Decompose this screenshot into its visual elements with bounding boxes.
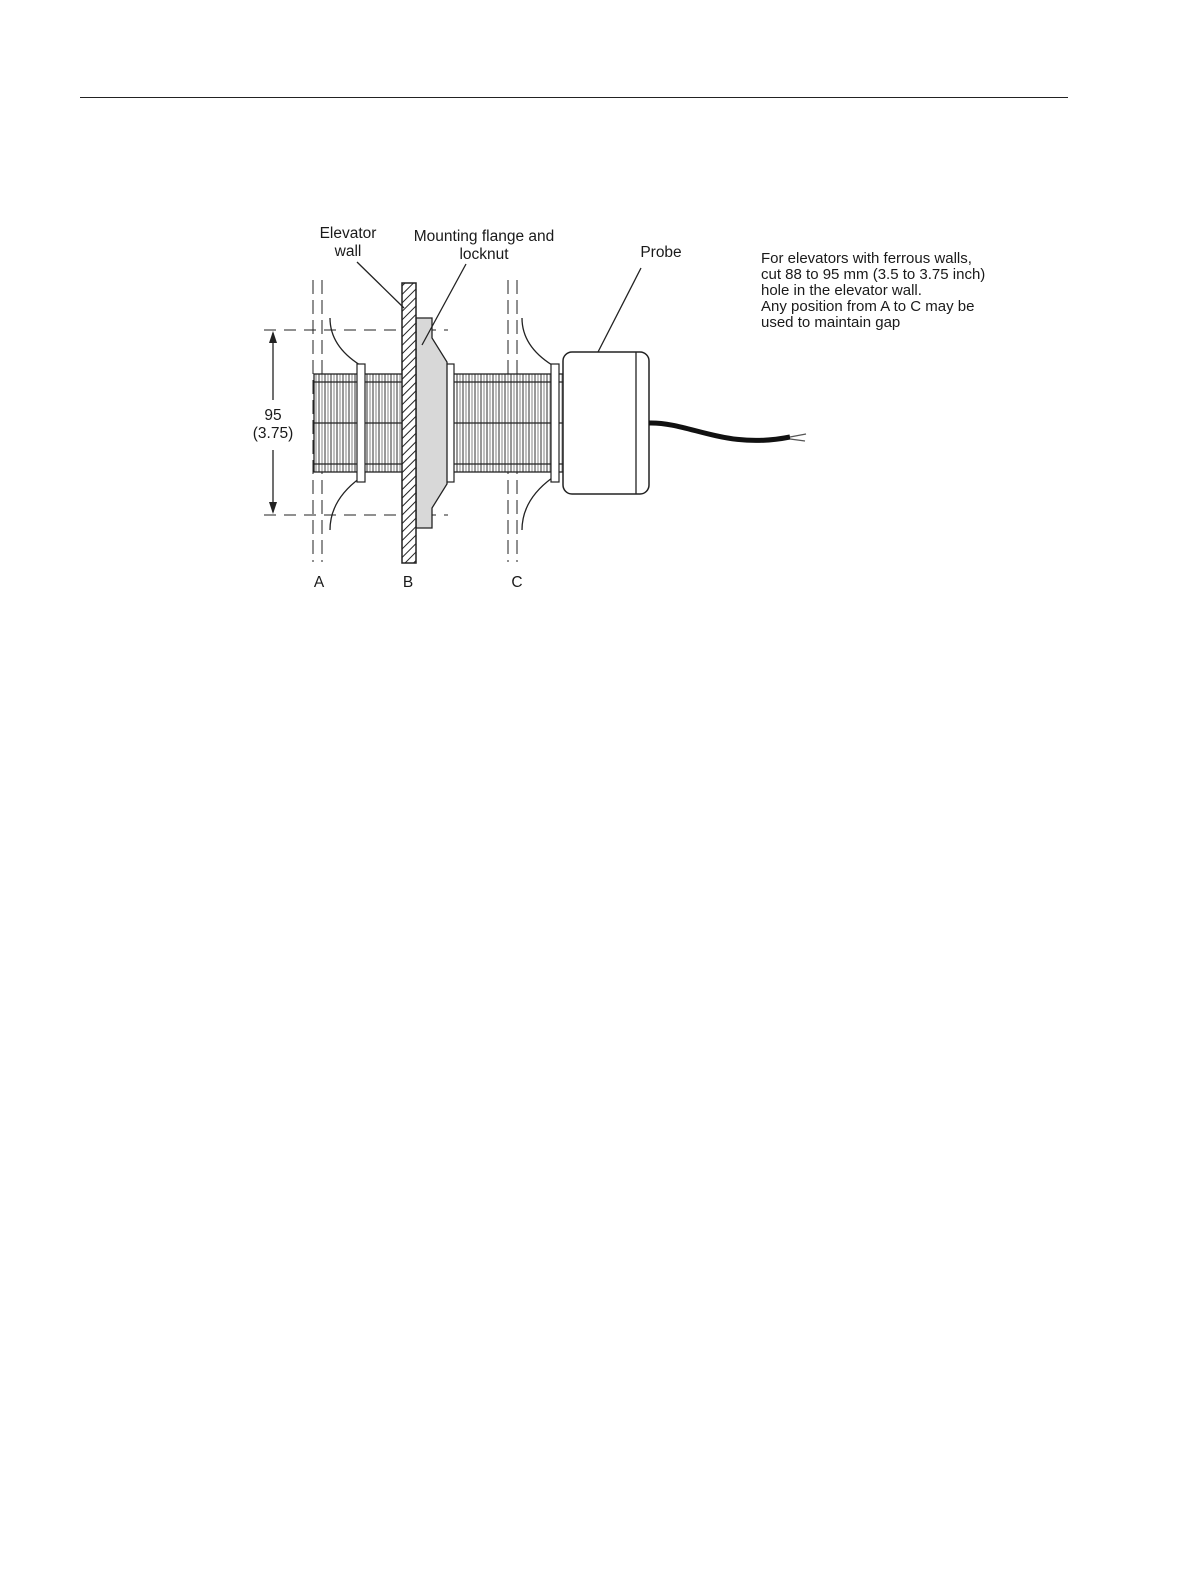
mounting-flange-label-line2: locknut [459, 246, 509, 263]
probe-body [563, 352, 649, 494]
position-b-label: B [402, 574, 414, 591]
position-c-label: C [511, 574, 523, 591]
probe-cable [649, 423, 806, 441]
note-line-2: cut 88 to 95 mm (3.5 to 3.75 inch) [761, 266, 986, 283]
mounting-flange-label-line1: Mounting flange and [413, 228, 555, 245]
note-line-3: hole in the elevator wall. [761, 282, 922, 299]
position-a-label: A [313, 574, 325, 591]
probe-label: Probe [640, 244, 682, 261]
note-line-4: Any position from A to C may be [761, 298, 975, 315]
dimension-mm-label: 95 [264, 407, 282, 424]
leader-lines [357, 262, 641, 352]
note-line-5: used to maintain gap [761, 314, 901, 331]
elevator-wall-label-line2: wall [334, 243, 362, 260]
installation-note [761, 250, 985, 331]
note-line-1: For elevators with ferrous walls, [761, 250, 972, 267]
dimension-inch-label: (3.75) [252, 425, 294, 442]
elevator-wall [402, 283, 416, 563]
elevator-wall-label-line1: Elevator [319, 225, 377, 242]
mounting-flange [416, 318, 447, 528]
